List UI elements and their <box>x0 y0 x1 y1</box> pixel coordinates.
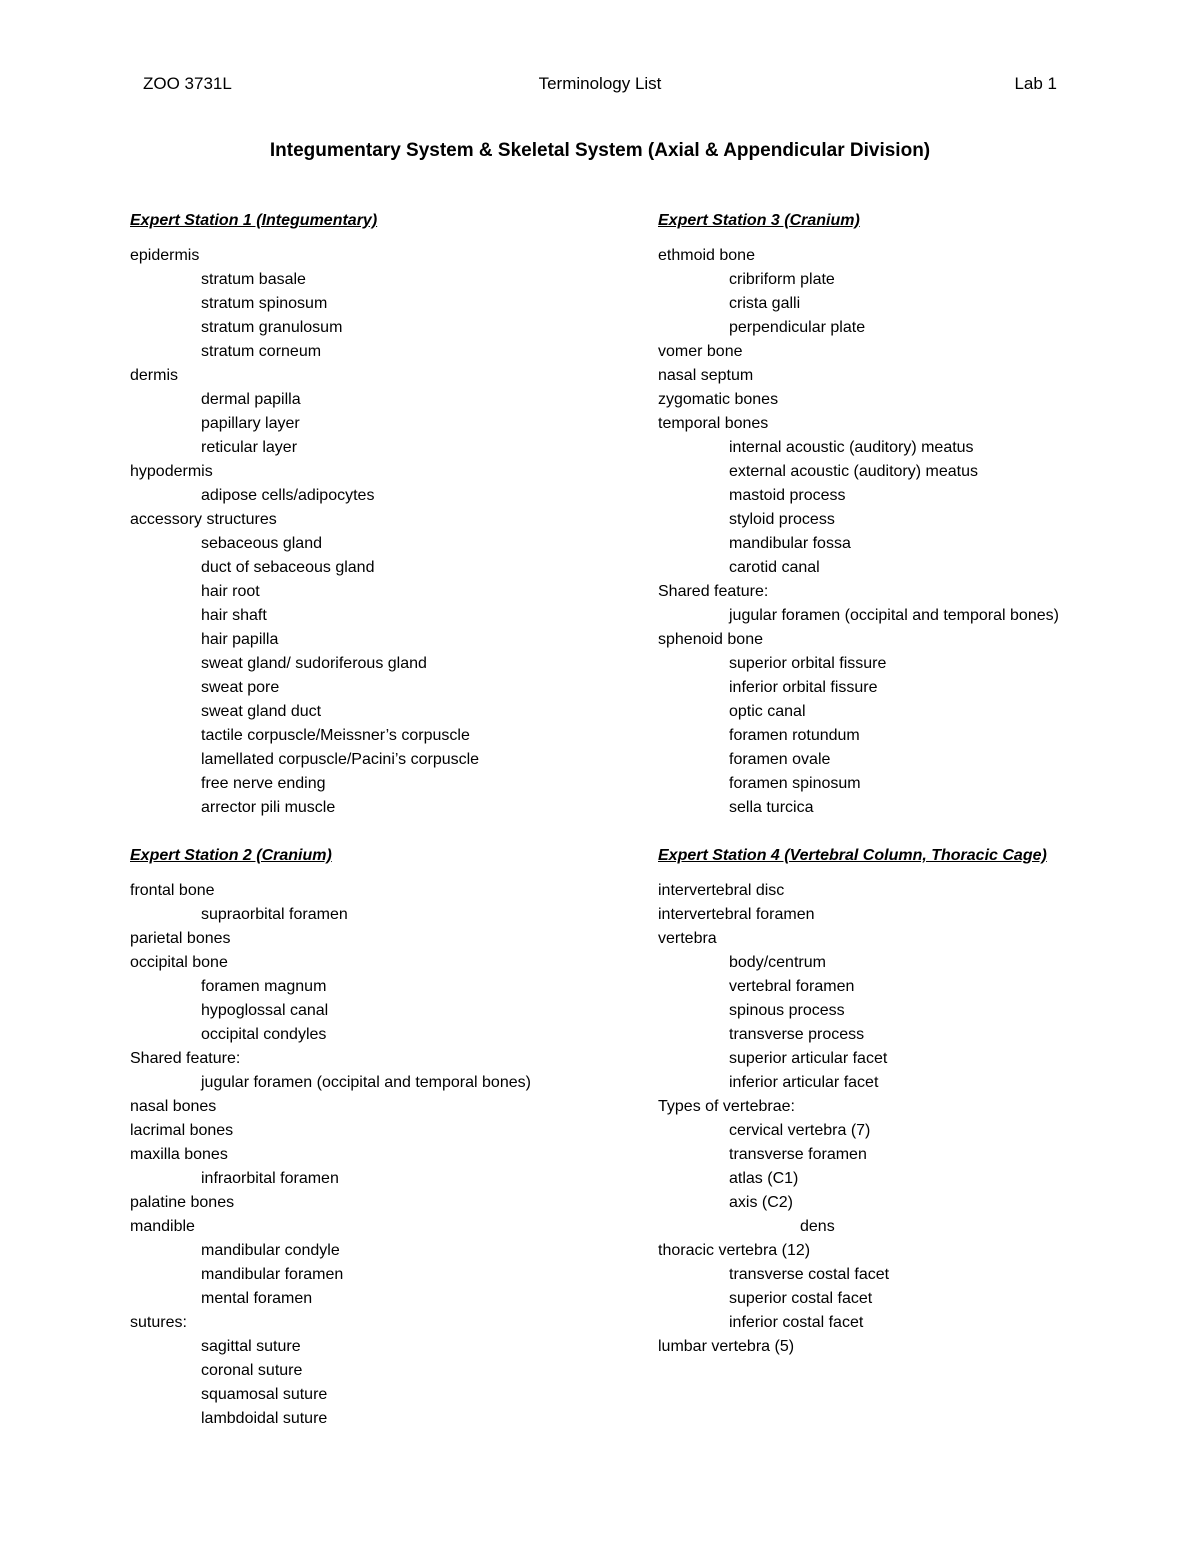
subterm-item: inferior costal facet <box>729 1314 864 1331</box>
subterm-item: stratum corneum <box>201 343 322 360</box>
subterm-item: superior articular facet <box>729 1050 888 1067</box>
term-item: thoracic vertebra (12) <box>658 1242 811 1259</box>
page-header <box>0 74 1200 98</box>
subterm-item: mental foramen <box>201 1290 313 1307</box>
subterm-item: spinous process <box>729 1002 845 1019</box>
subterm-item: optic canal <box>729 703 806 720</box>
subterm-item: mandibular fossa <box>729 535 851 552</box>
subterm-item: superior orbital fissure <box>729 655 887 672</box>
subterm-item: hair root <box>201 583 260 600</box>
term-item: maxilla bones <box>130 1146 228 1163</box>
term-item: lacrimal bones <box>130 1122 234 1139</box>
subterm-item: stratum spinosum <box>201 295 328 312</box>
term-item: temporal bones <box>658 415 769 432</box>
subterm-item: jugular foramen (occipital and temporal bones) <box>729 607 1059 624</box>
term-list <box>658 879 1158 1359</box>
document-type: Terminology List <box>538 74 662 93</box>
term-item: sutures: <box>130 1314 187 1331</box>
subterm-item: hair papilla <box>201 631 279 648</box>
subterm-item: stratum granulosum <box>201 319 343 336</box>
subterm-item: sebaceous gland <box>201 535 322 552</box>
term-item: nasal septum <box>658 367 754 384</box>
document-title: Integumentary System & Skeletal System (Axial & Appendicular Division) <box>269 140 931 161</box>
subterm-item: crista galli <box>729 295 801 312</box>
subterm-item: arrector pili muscle <box>201 799 336 816</box>
subterm-item: occipital condyles <box>201 1026 327 1043</box>
term-item: intervertebral foramen <box>658 906 815 923</box>
term-list <box>130 879 630 1431</box>
term-item: intervertebral disc <box>658 882 785 899</box>
subterm-item: axis (C2) <box>729 1194 794 1211</box>
subterm-item: vertebral foramen <box>729 978 855 995</box>
subterm-item: foramen magnum <box>201 978 327 995</box>
term-item: vomer bone <box>658 343 743 360</box>
subterm-item: jugular foramen (occipital and temporal bones) <box>201 1074 531 1091</box>
term-item: frontal bone <box>130 882 215 899</box>
subterm-item: free nerve ending <box>201 775 326 792</box>
subterm-item: sweat pore <box>201 679 280 696</box>
subterm-item: squamosal suture <box>201 1386 328 1403</box>
term-item: accessory structures <box>130 511 277 528</box>
term-item: epidermis <box>130 247 200 264</box>
subterm-item: carotid canal <box>729 559 820 576</box>
term-item: Shared feature: <box>658 583 769 600</box>
subterm-item: lamellated corpuscle/Pacini’s corpuscle <box>201 751 480 768</box>
term-item: Shared feature: <box>130 1050 241 1067</box>
subterm-item: transverse costal facet <box>729 1266 890 1283</box>
subterm-item: infraorbital foramen <box>201 1170 339 1187</box>
subterm-item: sweat gland duct <box>201 703 322 720</box>
term-item: hypodermis <box>130 463 213 480</box>
subterm-item: stratum basale <box>201 271 306 288</box>
lab-number: Lab 1 <box>1014 74 1057 93</box>
subterm-item: inferior articular facet <box>729 1074 879 1091</box>
subterm-item: cribriform plate <box>729 271 835 288</box>
subterm-item: coronal suture <box>201 1362 303 1379</box>
subterm-item: adipose cells/adipocytes <box>201 487 375 504</box>
subterm-item: body/centrum <box>729 954 826 971</box>
term-item: lumbar vertebra (5) <box>658 1338 795 1355</box>
subterm-item: transverse foramen <box>729 1146 867 1163</box>
subterm-item: foramen ovale <box>729 751 831 768</box>
station-heading: Expert Station 2 (Cranium) <box>130 847 332 864</box>
term-item: parietal bones <box>130 930 231 947</box>
subterm-item: external acoustic (auditory) meatus <box>729 463 978 480</box>
term-item: zygomatic bones <box>658 391 779 408</box>
subterm-item: sella turcica <box>729 799 814 816</box>
subterm-item: inferior orbital fissure <box>729 679 878 696</box>
term-item: palatine bones <box>130 1194 235 1211</box>
subterm-item: mandibular foramen <box>201 1266 344 1283</box>
subterm-item: papillary layer <box>201 415 300 432</box>
subterm-item: transverse process <box>729 1026 865 1043</box>
subterm-item: dens <box>800 1218 835 1235</box>
term-item: occipital bone <box>130 954 228 971</box>
subterm-item: mandibular condyle <box>201 1242 340 1259</box>
term-item: mandible <box>130 1218 195 1235</box>
subterm-item: sagittal suture <box>201 1338 301 1355</box>
subterm-item: styloid process <box>729 511 835 528</box>
right-column <box>658 209 1158 1383</box>
subterm-item: foramen rotundum <box>729 727 860 744</box>
subterm-item: mastoid process <box>729 487 846 504</box>
term-item: sphenoid bone <box>658 631 763 648</box>
subterm-item: superior costal facet <box>729 1290 873 1307</box>
subterm-item: duct of sebaceous gland <box>201 559 375 576</box>
subterm-item: reticular layer <box>201 439 298 456</box>
subterm-item: foramen spinosum <box>729 775 861 792</box>
subterm-item: perpendicular plate <box>729 319 866 336</box>
subterm-item: tactile corpuscle/Meissner’s corpuscle <box>201 727 470 744</box>
subterm-item: dermal papilla <box>201 391 301 408</box>
term-item: Types of vertebrae: <box>658 1098 795 1115</box>
course-code: ZOO 3731L <box>143 74 232 93</box>
expert-station <box>130 209 630 820</box>
subterm-item: supraorbital foramen <box>201 906 348 923</box>
term-item: nasal bones <box>130 1098 217 1115</box>
expert-station <box>658 844 1158 1359</box>
expert-station <box>130 844 630 1431</box>
subterm-item: sweat gland/ sudoriferous gland <box>201 655 427 672</box>
term-item: vertebra <box>658 930 717 947</box>
station-heading: Expert Station 1 (Integumentary) <box>130 212 378 229</box>
subterm-item: hair shaft <box>201 607 267 624</box>
subterm-item: hypoglossal canal <box>201 1002 329 1019</box>
subterm-item: cervical vertebra (7) <box>729 1122 871 1139</box>
station-heading: Expert Station 4 (Vertebral Column, Thoracic Cage) <box>658 847 1047 864</box>
subterm-item: atlas (C1) <box>729 1170 799 1187</box>
left-column <box>130 209 630 1455</box>
term-list <box>130 244 630 820</box>
subterm-item: internal acoustic (auditory) meatus <box>729 439 974 456</box>
subterm-item: lambdoidal suture <box>201 1410 328 1427</box>
term-item: ethmoid bone <box>658 247 755 264</box>
expert-station <box>658 209 1158 820</box>
station-heading: Expert Station 3 (Cranium) <box>658 212 860 229</box>
term-list <box>658 244 1158 820</box>
term-item: dermis <box>130 367 179 384</box>
